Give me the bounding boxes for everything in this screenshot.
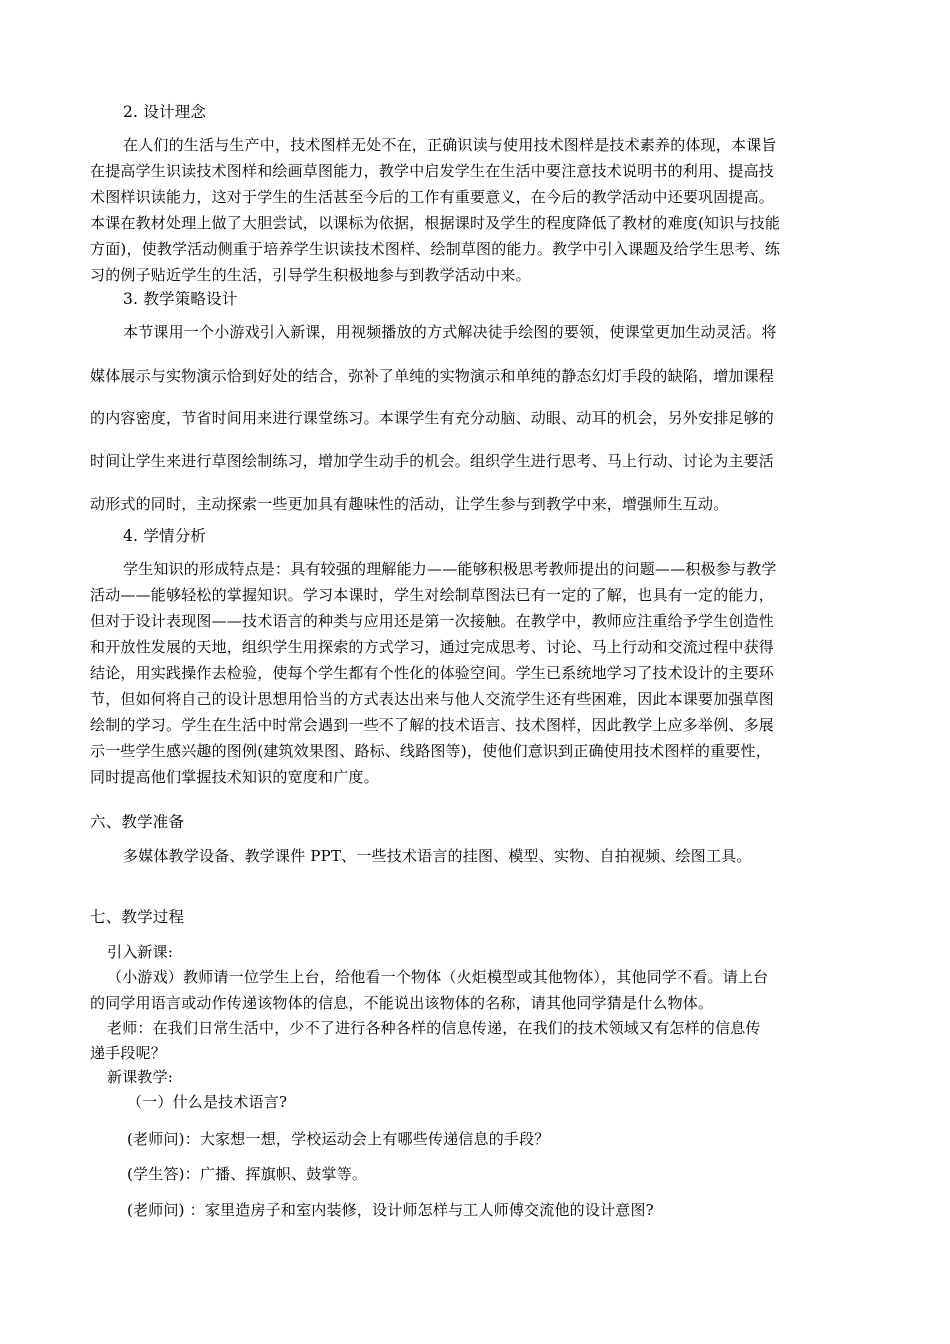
- section-heading-strategy: 3. 教学策略设计: [123, 290, 238, 308]
- sub-heading-technical-language: （一）什么是技术语言?: [127, 1093, 288, 1111]
- dialog-line: (老师问) ：家里造房子和室内装修，设计师怎样与工人师傅交流他的设计意图?: [127, 1201, 654, 1219]
- paragraph-line: 本课在教材处理上做了大胆尝试，以课标为依据，根据课时及学生的程度降低了教材的难度(知识与技能: [90, 214, 781, 232]
- new-lesson-label: 新课教学:: [107, 1068, 174, 1086]
- paragraph-line: 和开放性发展的天地，组织学生用探索的方式学习，通过完成思考、讨论、马上行动和交流过程中获得: [90, 638, 775, 656]
- paragraph-line: 的同学用语言或动作传递该物体的信息，不能说出该物体的名称，请其他同学猜是什么物体。: [90, 994, 714, 1012]
- paragraph-line: 在提高学生识读技术图样和绘画草图能力，教学中启发学生在生活中要注意技术说明书的利用、提高技: [90, 162, 775, 180]
- intro-label: 引入新课:: [107, 943, 174, 961]
- paragraph-line: 活动——能够轻松的掌握知识。学习本课时，学生对绘制草图法已有一定的了解，也具有一定的能力，: [90, 586, 775, 604]
- dialog-line: (学生答)：广播、挥旗帜、鼓掌等。: [127, 1165, 368, 1183]
- paragraph-line: 方面)，使教学活动侧重于培养学生识读技术图样、绘制草图的能力。教学中引入课题及给学生思考、练: [90, 240, 781, 258]
- paragraph-line: 但对于设计表现图——技术语言的种类与应用还是第一次接触。在教学中，教师应注重给予学生创造性: [90, 612, 775, 630]
- paragraph-line: 绘制的学习。学生在生活中时常会遇到一些不了解的技术语言、技术图样，因此教学上应多举例、多展: [90, 716, 775, 734]
- paragraph-line: 习的例子贴近学生的生活，引导学生积极地参与到教学活动中来。: [90, 266, 531, 284]
- paragraph-line: 本节课用一个小游戏引入新课，用视频播放的方式解决徒手绘图的要领，使课堂更加生动灵活。将: [123, 323, 777, 341]
- section-heading-design-concept: 2. 设计理念: [123, 103, 207, 121]
- paragraph-line: （小游戏）教师请一位学生上台，给他看一个物体（火炬模型或其他物体），其他同学不看。请上台: [107, 968, 769, 986]
- paragraph-line: 节，但如何将自己的设计思想用恰当的方式表达出来与他人交流学生还有些困难，因此本课要加强草图: [90, 690, 775, 708]
- paragraph-line: 递手段呢？: [90, 1044, 167, 1062]
- section-heading-preparation: 六、教学准备: [90, 813, 185, 831]
- section-heading-teaching-process: 七、教学过程: [90, 908, 185, 926]
- paragraph-line: 同时提高他们掌握技术知识的宽度和广度。: [90, 768, 379, 786]
- paragraph-line: 的内容密度，节省时间用来进行课堂练习。本课学生有充分动脑、动眼、动耳的机会，另外安排足够的: [90, 409, 775, 427]
- paragraph-line: 老师：在我们日常生活中，少不了进行各种各样的信息传递，在我们的技术领域又有怎样的信息传: [107, 1019, 761, 1037]
- paragraph-line: 动形式的同时，主动探索一些更加具有趣味性的活动，让学生参与到教学中来，增强师生互动。: [90, 495, 729, 513]
- paragraph-line: 术图样识读能力，这对于学生的生活甚至今后的工作有重要意义，在今后的教学活动中还要巩固提高。: [90, 188, 775, 206]
- paragraph-line: 媒体展示与实物演示恰到好处的结合，弥补了单纯的实物演示和单纯的静态幻灯手段的缺陷，增加课程: [90, 367, 775, 385]
- paragraph-line: 示一些学生感兴趣的图例(建筑效果图、路标、线路图等)，使他们意识到正确使用技术图样的重要性，: [90, 742, 771, 760]
- paragraph-line: 多媒体教学设备、教学课件 PPT、一些技术语言的挂图、模型、实物、自拍视频、绘图工具。: [123, 847, 752, 865]
- section-heading-learner-analysis: 4. 学情分析: [123, 527, 207, 545]
- paragraph-line: 结论，用实践操作去检验，使每个学生都有个性化的体验空间。学生已系统地学习了技术设计的主要环: [90, 664, 775, 682]
- paragraph-line: 时间让学生来进行草图绘制练习，增加学生动手的机会。组织学生进行思考、马上行动、讨论为主要活: [90, 452, 775, 470]
- paragraph-line: 学生知识的形成特点是：具有较强的理解能力——能够积极思考教师提出的问题——积极参与教学: [123, 560, 777, 578]
- paragraph-line: 在人们的生活与生产中，技术图样无处不在，正确识读与使用技术图样是技术素养的体现，本课旨: [123, 136, 777, 154]
- dialog-line: (老师问)：大家想一想，学校运动会上有哪些传递信息的手段？: [127, 1130, 550, 1148]
